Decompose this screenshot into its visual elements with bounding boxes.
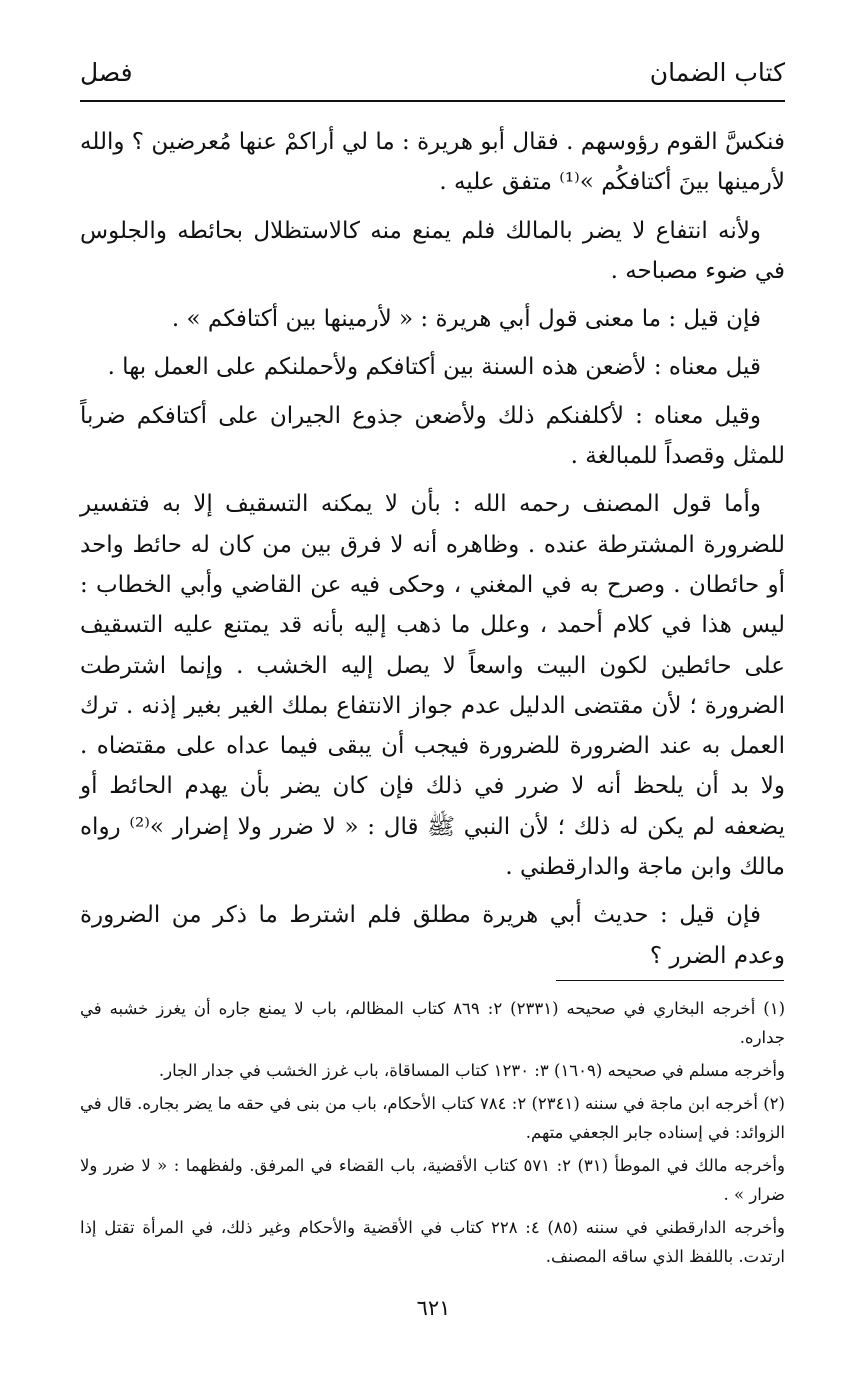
- paragraph: وأما قول المصنف رحمه الله : بأن لا يمكنه التسقيف إلا به فتفسير للضرورة المشترطة عنده . وظاهره أنه لا فرق بين من كان له حائط واحد أو حائطان . وصرح به في المغني ، وحكى فيه عن القاضي وأبي الخطاب : ليس هذا في كلام أحمد ، وعلل ما ذهب إليه بأنه قد يمتنع عليه التسقيف على حائطين لكون البيت واسعاً لا يصل إليه الخشب . وإنما اشترطت الضرورة ؛ لأن مقتضى الدليل عدم جواز الانتفاع بملك الغير بغير إذنه . ترك العمل به عند الضرورة للضرورة فيجب أن يبقى فيما عداه على مقتضاه . ولا بد أن يلحظ أنه لا ضرر في ذلك فإن كان يضر بأن يهدم الحائط أو يضعفه لم يكن له ذلك ؛ لأن النبي ﷺ قال : « لا ضرر ولا إضرار »⁽²⁾ رواه مالك وابن ماجة والدارقطني .: [80, 491, 785, 881]
- paragraph: فنكسَّ القوم رؤوسهم . فقال أبو هريرة : ما لي أراكمْ عنها مُعرضين ؟ والله لأرمينها بينَ أكتافكُم »⁽¹⁾ متفق عليه .: [80, 129, 785, 196]
- paragraph: وقيل معناه : لأكلفنكم ذلك ولأضعن جذوع الجيران على أكتافكم ضرباً للمثل وقصداً للمبالغة .: [80, 402, 785, 470]
- footnote: وأخرجه مالك في الموطأ (٣١) ٢: ٥٧١ كتاب الأقضية، باب القضاء في المرفق. ولفظهما : « لا ضرر ولا ضرار » .: [80, 1156, 785, 1204]
- footnotes: [80, 994, 785, 1275]
- paragraph: قيل معناه : لأضعن هذه السنة بين أكتافكم ولأحملنكم على العمل بها .: [107, 354, 761, 381]
- section-title: فصل: [80, 58, 133, 87]
- footnote: وأخرجه الدارقطني في سننه (٨٥) ٤: ٢٢٨ كتاب في الأقضية والأحكام وغير ذلك، في المرأة تقتل إذا ارتدت. باللفظ الذي ساقه المصنف.: [80, 1218, 786, 1266]
- footnote: (١) أخرجه البخاري في صحيحه (٢٣٣١) ٢: ٨٦٩ كتاب المظالم، باب لا يمنع جاره أن يغرز خشبه في جداره.: [80, 999, 785, 1047]
- page-number: ٦٢١: [416, 1296, 451, 1320]
- footnote: وأخرجه مسلم في صحيحه (١٦٠٩) ٣: ١٢٣٠ كتاب المساقاة، باب غرز الخشب في جدار الجار.: [158, 1061, 785, 1080]
- main-text: [80, 122, 785, 984]
- footnote: (٢) أخرجه ابن ماجة في سننه (٢٣٤١) ٢: ٧٨٤ كتاب الأحكام، باب من بنى في حقه ما يضر بجاره. قال في الزوائد: في إسناده جابر الجعفي متهم.: [80, 1094, 785, 1142]
- book-title: كتاب الضمان: [649, 58, 785, 87]
- running-header: [80, 54, 785, 102]
- paragraph: فإن قيل : حديث أبي هريرة مطلق فلم اشترط ما ذكر من الضرورة وعدم الضرر ؟: [80, 902, 785, 969]
- footnote-divider: [556, 980, 784, 981]
- paragraph: ولأنه انتفاع لا يضر بالمالك فلم يمنع منه كالاستظلال بحائطه والجلوس في ضوء مصباحه .: [80, 217, 785, 284]
- paragraph: فإن قيل : ما معنى قول أبي هريرة : « لأرمينها بين أكتافكم » .: [171, 306, 761, 333]
